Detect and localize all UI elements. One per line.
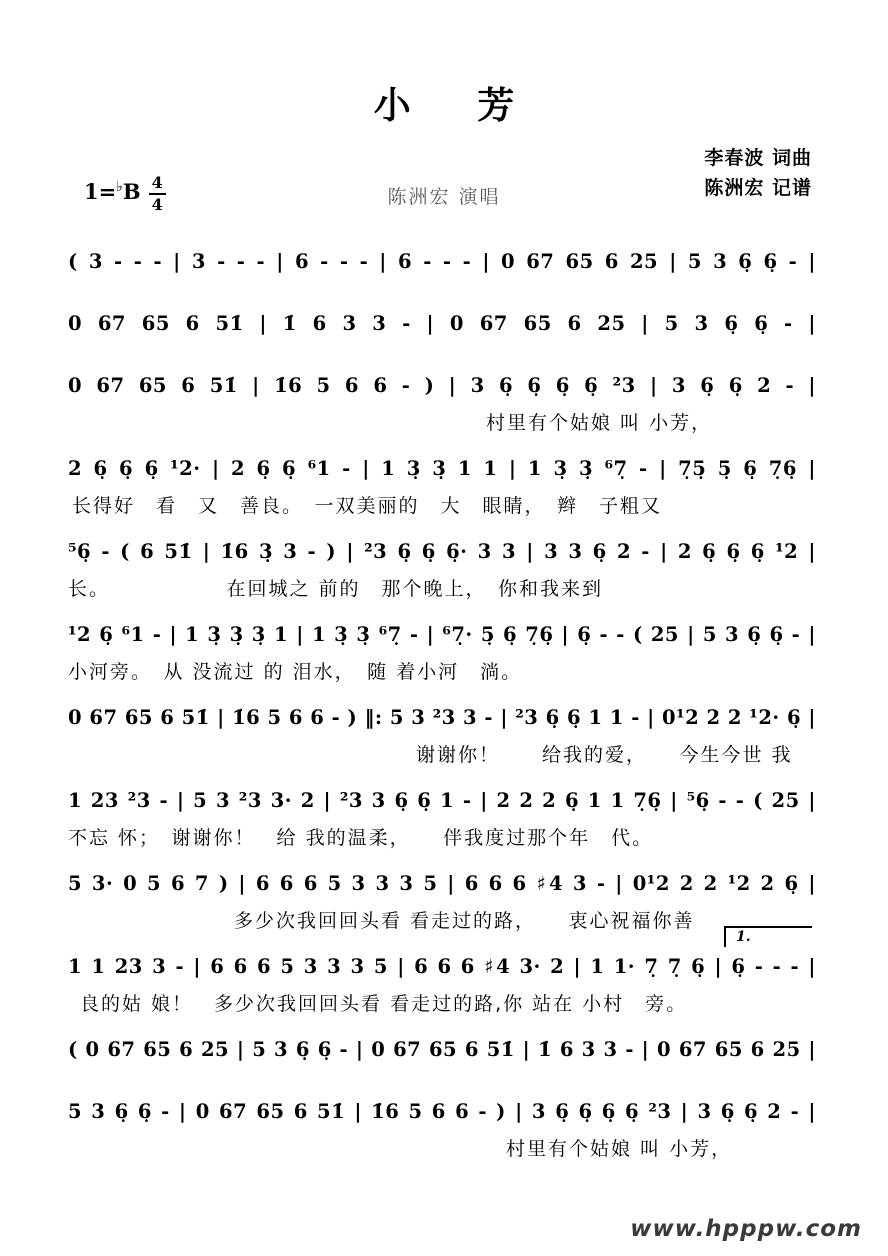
flat-sign-icon: ♭ xyxy=(116,178,123,195)
music-notation-line: 0 67 65 6 51̇ | 1̇ 6 3 3 - | 0 67 65 6 25 | 5 3 6̣ 6̣ - | xyxy=(68,311,816,335)
lyrics-line: 村里有个姑娘 叫 小芳， xyxy=(486,411,713,434)
music-notation-line: ( 0 67 65 6 25 | 5 3 6̣ 6̣ - | 0 67 65 6 51̇ | 1̇ 6 3 3 - | 0 67 65 6 25 | xyxy=(68,1037,816,1061)
header-meta xyxy=(0,133,888,215)
lyrics-line: 多少次我回回头看 看走过的路， 衷心祝福你善 xyxy=(234,909,695,932)
score-line xyxy=(68,452,816,520)
credits-block xyxy=(704,143,812,203)
score-line xyxy=(68,369,816,437)
time-signature-denominator: 4 xyxy=(151,194,163,214)
music-notation-line: 5 3 6̣ 6̣ - | 0 67 65 6 51̇ | 1̇6 5 6 6 - ) | 3 6̣ 6̣ 6̣ 6̣ ²3 | 3 6̣ 6̣ 2 - | xyxy=(68,1099,816,1123)
score-line xyxy=(68,1033,816,1066)
volta-label: 1. xyxy=(736,928,751,945)
music-notation-line: 1 23 ²3 - | 5 3 ²3 3· 2 | ²3 3 6̣ 6̣ 1 - | 2 2 2 6̣ 1 1 7̣6̣ | ⁵6̣ - - ( 25 | xyxy=(68,788,816,812)
lyrics-line: 村里有个姑娘 叫 小芳， xyxy=(506,1137,733,1160)
performer-credit: 陈洲宏 演唱 xyxy=(387,185,501,208)
score-line xyxy=(68,618,816,686)
score-line xyxy=(68,307,816,340)
music-notation-line: 0 67 65 6 51̇ | 1̇6 5 6 6 - ) ‖: 5 3 ²3 3 - | ²3 6̣ 6̣ 1 1 - | 0¹2 2 2 ¹2· 6̣ | xyxy=(68,705,816,729)
score-line xyxy=(68,867,816,935)
lyrics-line: 长。 在回城之 前的 那个晚上， 你和我来到 xyxy=(68,577,604,600)
score-line xyxy=(68,1095,816,1163)
lyrics-line: 小河旁。 从 没流过 的 泪水， 随 着小河 淌。 xyxy=(68,660,523,683)
music-notation-line: ⁵6̣ - ( 6 51̇ | 1̇6 3̣ 3 - ) | ²3 6̣ 6̣ 6̣· 3 3 | 3 3 6̣ 2 - | 2 6̣ 6̣ 6̣ ¹2 | xyxy=(68,539,816,563)
lyrics-line: 谢谢你！ 给我的爱， 今生今世 我 xyxy=(416,743,793,766)
lyrics-line: 良的姑 娘！ 多少次我回回头看 看走过的路,你 站在 小村 旁。 xyxy=(80,992,688,1015)
lyrics-line: 不忘 怀； 谢谢你！ 给 我的温柔， 伴我度过那个年 代。 xyxy=(68,826,654,849)
transcriber-credit: 陈洲宏 记谱 xyxy=(704,176,812,199)
music-notation-line: ( 3 - - - | 3 - - - | 6 - - - | 6 - - - | 0 67 65 6 25 | 5 3 6̣ 6̣ - | xyxy=(68,249,816,273)
volta-bracket xyxy=(724,926,812,947)
score-body xyxy=(68,245,816,1163)
page-title: 小芳 xyxy=(373,84,581,127)
lyricist-composer-credit: 李春波 词曲 xyxy=(704,146,812,169)
time-signature-numerator: 4 xyxy=(149,174,166,195)
music-notation-line: 5 3· 0 5 6 7 ) | 6 6 6 5 3 3 3 5 | 6 6 6 ♯4 3 - | 0¹2 2 2 ¹2 2 6̣ | xyxy=(68,871,816,895)
music-notation-line: 2 6̣ 6̣ 6̣ ¹2· | 2 6̣ 6̣ ⁶1 - | 1 3̣ 3̣ 1 1 | 1 3̣ 3̣ ⁶7̣ - | 7̣5̣ 5̣ 6̣ 7̣6̣ | xyxy=(68,456,816,480)
watermark-text: www.hpppw.com xyxy=(630,1216,862,1242)
music-notation-line: ¹2 6̣ ⁶1 - | 1 3̣ 3̣ 3̣ 1 | 1 3̣ 3̣ ⁶7̣ - | ⁶7̣· 5̣ 6̣ 7̣6̣ | 6̣ - - ( 25 | 5 3 6̣ 6̣ - | xyxy=(68,622,816,646)
score-line xyxy=(68,535,816,603)
score-line xyxy=(68,784,816,852)
music-notation-line: 1 1 23 3 - | 6 6 6 5 3 3 3 5 | 6 6 6 ♯4 3· 2 | 1 1· 7̣ 7̣ 6̣ | 6̣ - - - | xyxy=(68,954,816,978)
lyrics-line: 长得好 看 又 善良。 一双美丽的 大 眼睛， 辫 子粗又 xyxy=(72,494,663,517)
score-line xyxy=(68,245,816,278)
music-notation-line: 0 67 65 6 51̇ | 1̇6 5 6 6 - ) | 3 6̣ 6̣ 6̣ 6̣ ²3 | 3 6̣ 6̣ 2 - | xyxy=(68,373,816,397)
score-line xyxy=(68,701,816,769)
key-tonic: B xyxy=(122,178,141,204)
score-line xyxy=(68,928,816,1018)
key-prefix: 1= xyxy=(84,178,117,204)
